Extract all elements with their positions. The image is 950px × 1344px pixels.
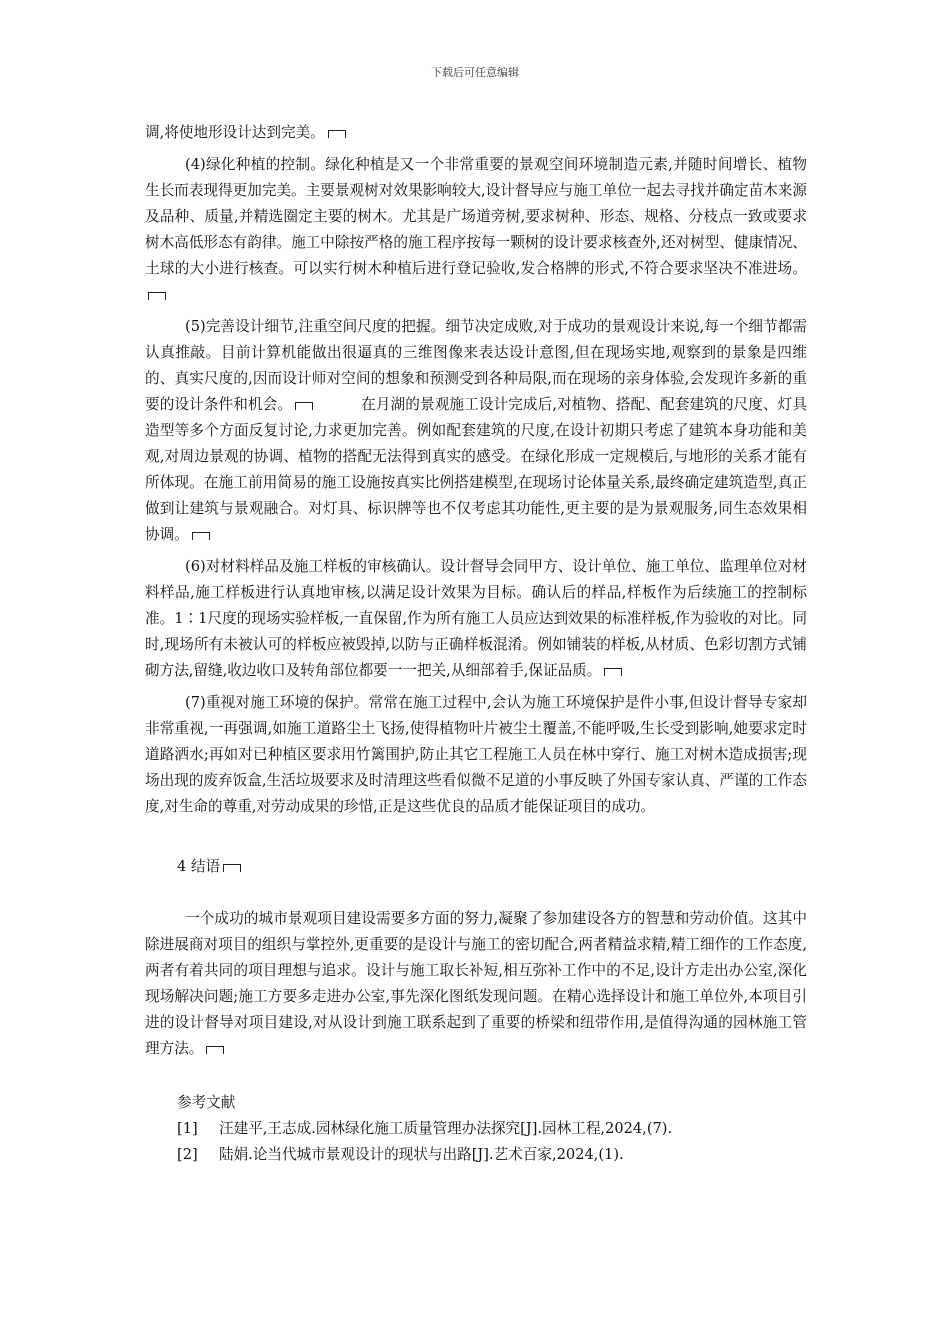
section-heading-text: 4 结语 — [177, 858, 221, 875]
reference-number: [2] — [177, 1146, 198, 1163]
paragraph-text: (6)对材料样品及施工样板的审核确认。设计督导会同甲方、设计单位、施工单位、监理单位对材料样品,施工样板进行认真地审核,以满足设计效果为目标。确认后的样品,样板作为后续施工的控制标准。1∶1尺度的现场实验样板,一直保留,作为所有施工人员应达到效果的标准样板,作为验收的对比。同时,现场所有未被认可的样板应被毁掉,以防与正确样板混淆。例如铺装的样板,从材质、色彩切割方式铺砌方法,留缝,收边收口及转角部位都要一一把关,从细部着手,保证品质。 — [145, 558, 807, 679]
paragraph-mark-icon — [223, 864, 241, 872]
reference-text: 汪建平,王志成.园林绿化施工质量管理办法探究[J].园林工程,2024,(7). — [219, 1120, 673, 1137]
paragraph-mark-icon — [206, 1046, 224, 1054]
paragraph-mark-icon — [604, 668, 622, 676]
paragraph-text: 调,将使地形设计达到完美。 — [145, 124, 325, 141]
document-body — [145, 120, 807, 1168]
references-title: 参考文献 — [177, 1094, 236, 1111]
paragraph-material-samples — [145, 554, 807, 684]
reference-item — [145, 1142, 807, 1168]
paragraph-text: (4)绿化种植的控制。绿化种植是又一个非常重要的景观空间环境制造元素,并随时间增长、植物生长而表现得更加完美。主要景观树对效果影响较大,设计督导应与施工单位一起去寻找并确定苗木来源及品种、质量,并精选圈定主要的树木。尤其是广场道旁树,要求树种、形态、规格、分枝点一致或要求树木高低形态有韵律。施工中除按严格的施工程序按每一颗树的设计要求核查外,还对树型、健康情况、土球的大小进行核查。可以实行树木种植后进行登记验收,发合格牌的形式,不符合要求坚决不准进场。 — [145, 156, 807, 277]
paragraph-design-details — [145, 314, 807, 548]
paragraph-text: 一个成功的城市景观项目建设需要多方面的努力,凝聚了参加建设各方的智慧和劳动价值。这其中除进展商对项目的组织与掌控外,更重要的是设计与施工的密切配合,两者精益求精,精工细作的工作态度,两者有着共同的项目理想与追求。设计与施工取长补短,相互弥补工作中的不足,设计方走出办公室,深化现场解决问题;施工方要多走进办公室,事先深化图纸发现问题。在精心选择设计和施工单位外,本项目引进的设计督导对项目建设,对从设计到施工联系起到了重要的桥梁和纽带作用,是值得沟通的园林施工管理方法。 — [145, 910, 807, 1057]
reference-item — [145, 1116, 807, 1142]
page-header: 下载后可任意编辑 — [431, 66, 519, 79]
reference-number: [1] — [177, 1120, 198, 1137]
paragraph-environment-protection — [145, 690, 807, 820]
paragraph-mark-icon — [192, 532, 210, 540]
reference-text: 陆娟.论当代城市景观设计的现状与出路[J].艺术百家,2024,(1). — [219, 1146, 624, 1163]
paragraph-text: 在月湖的景观施工设计完成后,对植物、搭配、配套建筑的尺度、灯具造型等多个方面反复讨论,力求更加完善。例如配套建筑的尺度,在设计初期只考虑了建筑本身功能和美观,对周边景观的协调、植物的搭配无法得到真实的感受。在绿化形成一定规模后,与地形的关系才能有所体现。在施工前用简易的施工设施按真实比例搭建模型,在现场讨论体量关系,最终确定建筑造型,真正做到让建筑与景观融合。对灯具、标识牌等也不仅考虑其功能性,更主要的是为景观服务,同生态效果相协调。 — [145, 396, 807, 543]
paragraph-text: (5)完善设计细节,注重空间尺度的把握。细节决定成败,对于成功的景观设计来说,每一个细节都需认真推敲。目前计算机能做出很逼真的三维图像来表达设计意图,但在现场实地,观察到的景象是四维的、真实尺度的,因而设计师对空间的想象和预测受到各种局限,而在现场的亲身体验,会发现许多新的重要的设计条件和机会。 — [145, 318, 807, 413]
paragraph-mark-icon — [328, 130, 346, 138]
paragraph-text: (7)重视对施工环境的保护。常常在施工过程中,会认为施工环境保护是件小事,但设计督导专家却非常重视,一再强调,如施工道路尘土飞扬,使得植物叶片被尘土覆盖,不能呼吸,生长受到影响,她要求定时道路洒水;再如对已种植区要求用竹篱围护,防止其它工程施工人员在林中穿行、施工对树木造成损害;现场出现的废弃饭盒,生活垃圾要求及时清理这些看似微不足道的小事反映了外国专家认真、严谨的工作态度,对生命的尊重,对劳动成果的珍惜,正是这些优良的品质才能保证项目的成功。 — [145, 694, 807, 815]
paragraph-mark-icon — [148, 292, 166, 300]
paragraph-mark-icon — [295, 402, 313, 410]
paragraph-conclusion — [145, 906, 807, 1062]
paragraph-continuation — [145, 120, 807, 146]
section-heading — [145, 854, 807, 880]
paragraph-planting-control — [145, 152, 807, 308]
